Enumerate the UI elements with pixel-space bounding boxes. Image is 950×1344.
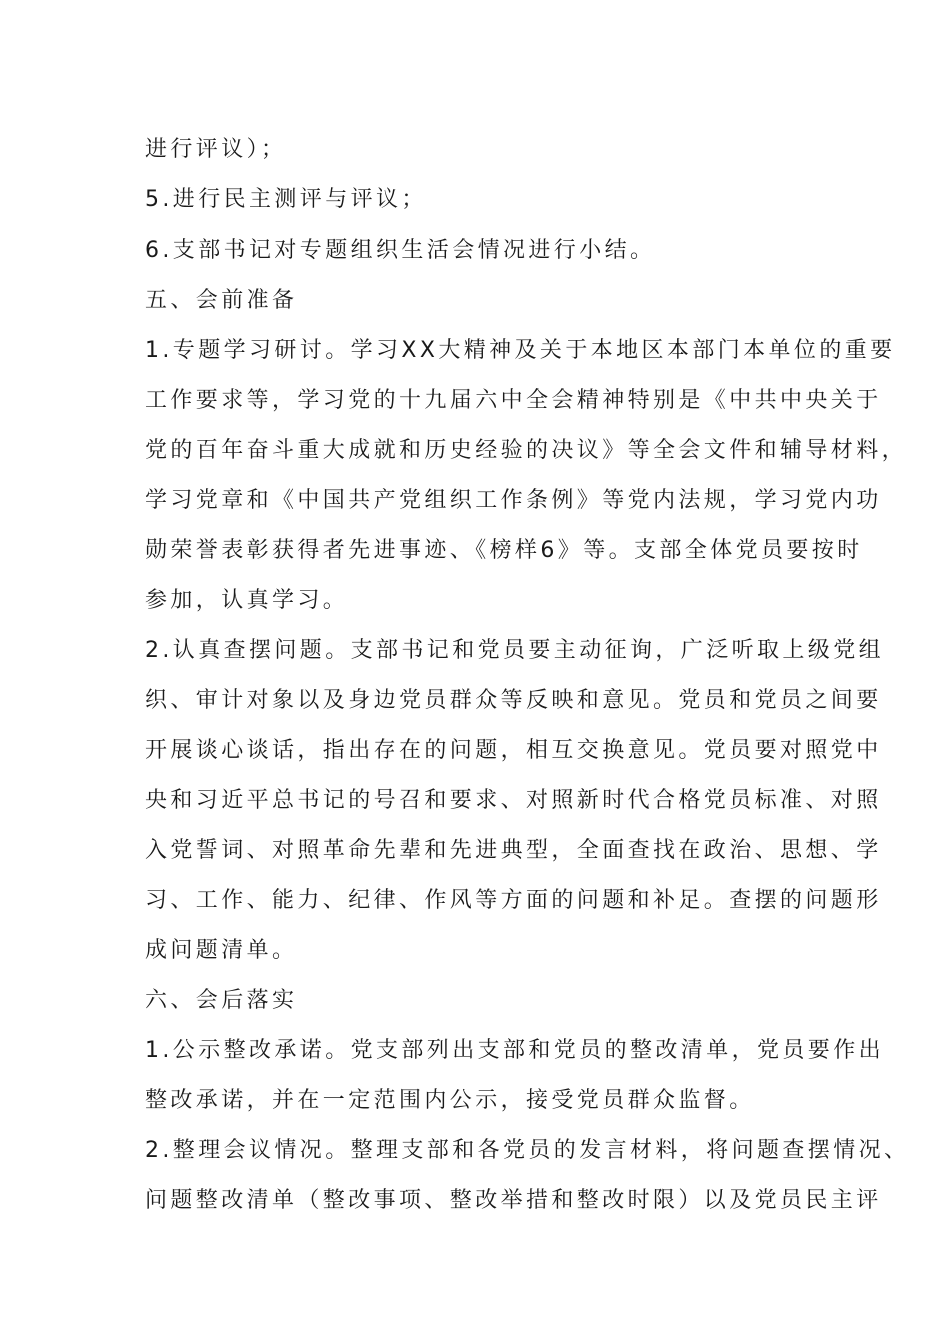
text-line: 开展谈心谈话，指出存在的问题，相互交换意见。党员要对照党中 [145,738,882,763]
text-line: 勋荣誉表彰获得者先进事迹、《榜样6》等。支部全体党员要按时 [145,538,863,563]
text-line: 1.公示整改承诺。党支部列出支部和党员的整改清单，党员要作出 [145,1038,884,1063]
text-line: 参加，认真学习。 [145,588,349,613]
text-line: 1.专题学习研讨。学习XX大精神及关于本地区本部门本单位的重要 [145,338,896,363]
text-line: 成问题清单。 [145,938,298,963]
text-line: 央和习近平总书记的号召和要求、对照新时代合格党员标准、对照 [145,788,882,813]
text-line: 工作要求等，学习党的十九届六中全会精神特别是《中共中央关于 [145,388,882,413]
text-line: 2.认真查摆问题。支部书记和党员要主动征询，广泛听取上级党组 [145,638,884,663]
text-line: 5.进行民主测评与评议； [145,187,427,212]
text-line: 习、工作、能力、纪律、作风等方面的问题和补足。查摆的问题形 [145,888,882,913]
text-line: 党的百年奋斗重大成就和历史经验的决议》等全会文件和辅导材料， [145,438,908,463]
section-heading: 五、会前准备 [145,288,298,313]
text-line: 学习党章和《中国共产党组织工作条例》等党内法规，学习党内功 [145,488,882,513]
text-line: 进行评议）； [145,137,287,162]
text-line: 整改承诺，并在一定范围内公示，接受党员群众监督。 [145,1088,755,1113]
text-line: 织、审计对象以及身边党员群众等反映和意见。党员和党员之间要 [145,688,882,713]
section-heading: 六、会后落实 [145,988,298,1013]
text-line: 入党誓词、对照革命先辈和先进典型，全面查找在政治、思想、学 [145,838,882,863]
text-line: 问题整改清单（整改事项、整改举措和整改时限）以及党员民主评 [145,1188,882,1213]
text-line: 6.支部书记对专题组织生活会情况进行小结。 [145,238,656,263]
text-line: 2.整理会议情况。整理支部和各党员的发言材料，将问题查摆情况、 [145,1138,910,1163]
